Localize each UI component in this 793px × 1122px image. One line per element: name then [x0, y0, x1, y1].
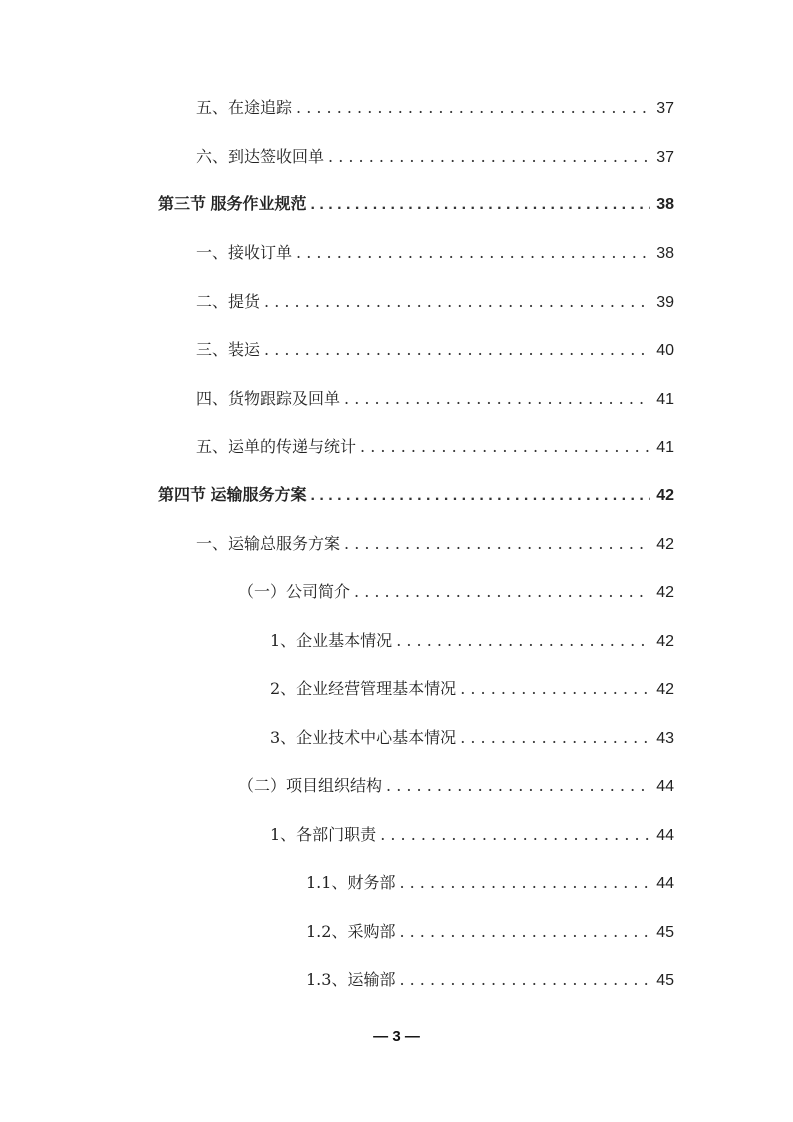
- toc-entry-label: 1.2、采购部: [306, 922, 396, 941]
- toc-entry-label: 四、货物跟踪及回单: [196, 389, 341, 408]
- toc-section-entry[interactable]: [158, 195, 674, 215]
- leader-dots: [310, 486, 650, 506]
- toc-entry[interactable]: [238, 582, 674, 602]
- leader-dots: [264, 340, 650, 360]
- toc-entry-page: 42: [656, 487, 674, 504]
- leader-dots: [399, 922, 650, 942]
- toc-entry-page: 42: [656, 681, 674, 698]
- toc-entry-label: 六、到达签收回单: [196, 147, 325, 166]
- toc-entry-label: 一、接收订单: [196, 243, 293, 262]
- leader-dots: [460, 728, 650, 748]
- toc-entry-label: 一、运输总服务方案: [196, 534, 341, 553]
- toc-entry[interactable]: [270, 679, 674, 699]
- leader-dots: [264, 292, 650, 312]
- leader-dots: [380, 825, 650, 845]
- toc-entry-label: 1.1、财务部: [306, 873, 396, 892]
- leader-dots: [296, 243, 650, 263]
- toc-entry-label: 五、在途追踪: [196, 98, 293, 117]
- toc-entry-label: 1、各部门职责: [270, 825, 377, 844]
- toc-entry[interactable]: [270, 631, 674, 651]
- toc-entry-page: 42: [656, 584, 674, 601]
- toc-entry-page: 40: [656, 342, 674, 359]
- toc-entry-label: 第四节 运输服务方案: [158, 487, 307, 504]
- toc-entry[interactable]: [196, 340, 674, 360]
- leader-dots: [460, 679, 650, 699]
- toc-entry[interactable]: [196, 437, 674, 457]
- toc-entry-label: 第三节 服务作业规范: [158, 196, 307, 213]
- toc-entry[interactable]: [196, 243, 674, 263]
- toc-entry[interactable]: [196, 292, 674, 312]
- leader-dots: [354, 582, 650, 602]
- toc-entry-page: 39: [656, 294, 674, 311]
- toc-entry-page: 42: [656, 633, 674, 650]
- leader-dots: [360, 437, 650, 457]
- toc-entry-label: 五、运单的传递与统计: [196, 437, 357, 456]
- toc-entry-page: 43: [656, 730, 674, 747]
- toc-entry-label: 二、提货: [196, 292, 261, 311]
- toc-section-entry[interactable]: [158, 486, 674, 506]
- toc-entry-label: 1.3、运输部: [306, 970, 396, 989]
- toc-entry-label: 1、企业基本情况: [270, 631, 393, 650]
- toc-entry-page: 45: [656, 972, 674, 989]
- toc-entry[interactable]: [196, 98, 674, 118]
- leader-dots: [399, 873, 650, 893]
- leader-dots: [296, 98, 650, 118]
- leader-dots: [344, 389, 650, 409]
- toc-entry[interactable]: [196, 389, 674, 409]
- toc-entry[interactable]: [306, 922, 674, 942]
- toc-entry-page: 44: [656, 827, 674, 844]
- leader-dots: [396, 631, 650, 651]
- toc-entry-page: 44: [656, 778, 674, 795]
- leader-dots: [344, 534, 650, 554]
- toc-entry-page: 38: [656, 196, 674, 213]
- toc-entry[interactable]: [270, 728, 674, 748]
- toc-entry-page: 42: [656, 536, 674, 553]
- leader-dots: [328, 147, 650, 167]
- toc-entry-page: 44: [656, 875, 674, 892]
- toc-entry-label: （二）项目组织结构: [238, 776, 383, 795]
- leader-dots: [399, 970, 650, 990]
- toc-entry-label: 2、企业经营管理基本情况: [270, 679, 457, 698]
- toc-entry-page: 45: [656, 924, 674, 941]
- toc-entry-page: 41: [656, 391, 674, 408]
- toc-entry-label: （一）公司简介: [238, 582, 351, 601]
- toc-entry[interactable]: [270, 825, 674, 845]
- toc-entry[interactable]: [196, 147, 674, 167]
- toc-entry[interactable]: [306, 873, 674, 893]
- toc-entry-page: 37: [656, 149, 674, 166]
- leader-dots: [386, 776, 650, 796]
- toc-entry-page: 38: [656, 245, 674, 262]
- toc-entry-page: 37: [656, 100, 674, 117]
- toc-entry-label: 三、装运: [196, 340, 261, 359]
- toc-entry-page: 41: [656, 439, 674, 456]
- page-number: — 3 —: [373, 1028, 420, 1045]
- toc-entry[interactable]: [238, 776, 674, 796]
- toc-entry-label: 3、企业技术中心基本情况: [270, 728, 457, 747]
- toc-entry[interactable]: [306, 970, 674, 990]
- leader-dots: [310, 195, 650, 215]
- toc-entry[interactable]: [196, 534, 674, 554]
